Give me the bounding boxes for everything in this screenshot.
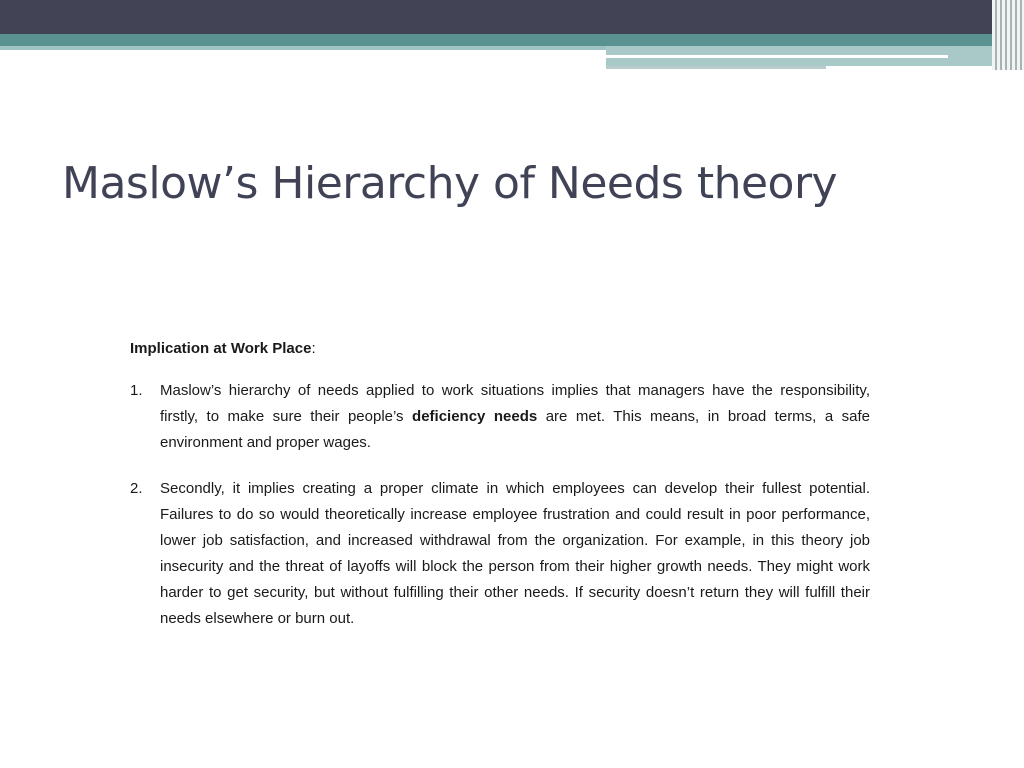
- slide-content: [130, 338, 870, 652]
- list-item-2: [130, 476, 870, 632]
- list-item-text-after: are met. This means, in broad terms, a safe environment and proper wages.: [160, 408, 870, 451]
- list-item-1: [130, 378, 870, 456]
- header-white-line: [606, 55, 948, 58]
- list-item-number: 1.: [130, 382, 143, 399]
- list-item-bold-text: deficiency needs: [412, 408, 538, 425]
- list-item-text: Secondly, it implies creating a proper climate in which employees can develop their fullest potential. Failures to do so would theoretically increase employee frustration and could result in poor performance, lower job satisfaction, and increased withdrawal from the organization. For example, in this theory job insecurity and the threat of layoffs will block the person from their higher growth needs. They might work harder to get security, but without fulfilling their other needs. If security doesn’t return they will fulfill their needs elsewhere or burn out.: [160, 480, 870, 627]
- header-stripes: [992, 0, 1024, 70]
- slide-title: Maslow’s Hierarchy of Needs theory: [62, 158, 838, 209]
- list-item-text-before: Maslow’s hierarchy of needs applied to work situations implies that managers have the responsibility, firstly, to make sure their people’s: [160, 382, 870, 425]
- list-item-text: [160, 378, 870, 456]
- section-heading-text: Implication at Work Place: [130, 340, 312, 357]
- header-band-light-left: [0, 46, 606, 50]
- section-heading: [130, 338, 870, 360]
- list-item-number: 2.: [130, 480, 143, 497]
- header-band-dark: [0, 0, 1024, 34]
- header-band-teal: [0, 34, 1024, 46]
- section-heading-colon: :: [311, 340, 316, 357]
- header-grey-line: [606, 66, 826, 69]
